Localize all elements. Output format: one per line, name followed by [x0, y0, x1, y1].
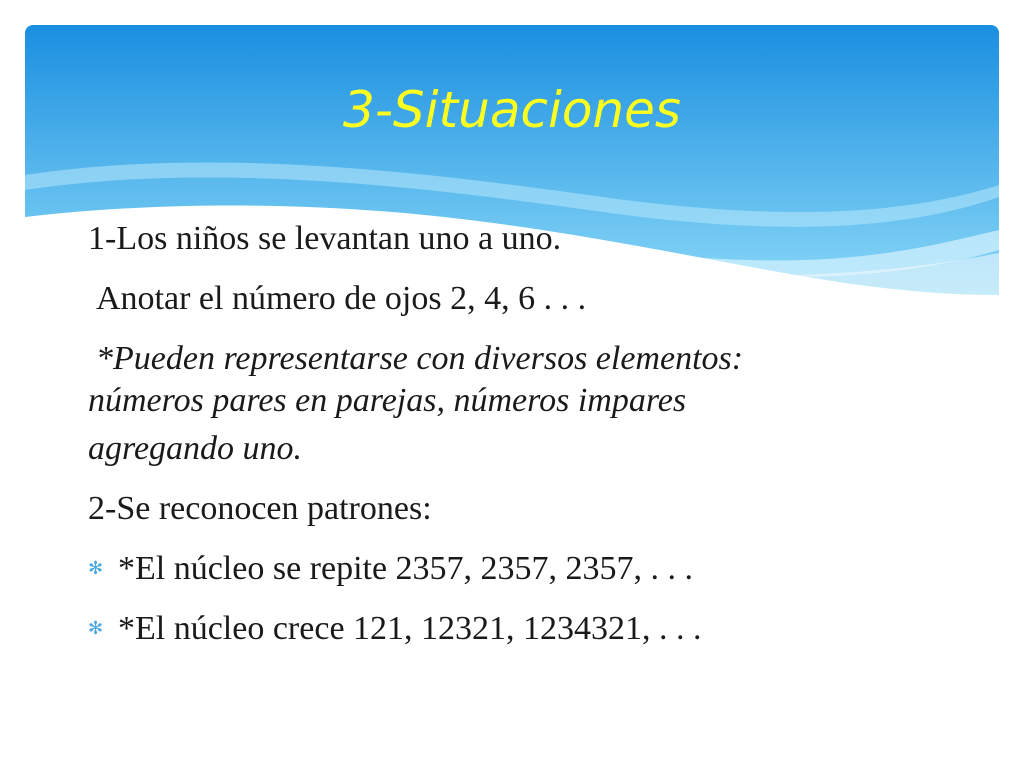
text-line-4: números pares en parejas, números impares — [88, 382, 687, 419]
text-line-6: 2-Se reconocen patrones: — [88, 490, 432, 527]
bullet-text-2: *El núcleo crece 121, 12321, 1234321, . . . — [118, 610, 702, 647]
text-line-3: *Pueden representarse con diversos elementos: — [96, 340, 744, 377]
bullet-text-1: *El núcleo se repite 2357, 2357, 2357, . . . — [118, 550, 694, 587]
asterisk-bullet-icon: ✻ — [88, 618, 104, 639]
bullet-item-2 — [88, 608, 702, 650]
asterisk-bullet-icon: ✻ — [88, 558, 104, 579]
text-line-1: 1-Los niños se levantan uno a uno. — [88, 220, 562, 257]
slide-title: 3-Situaciones — [343, 81, 681, 139]
text-line-2: Anotar el número de ojos 2, 4, 6 . . . — [96, 280, 587, 317]
text-line-5: agregando uno. — [88, 430, 303, 467]
bullet-item-1 — [88, 548, 694, 590]
